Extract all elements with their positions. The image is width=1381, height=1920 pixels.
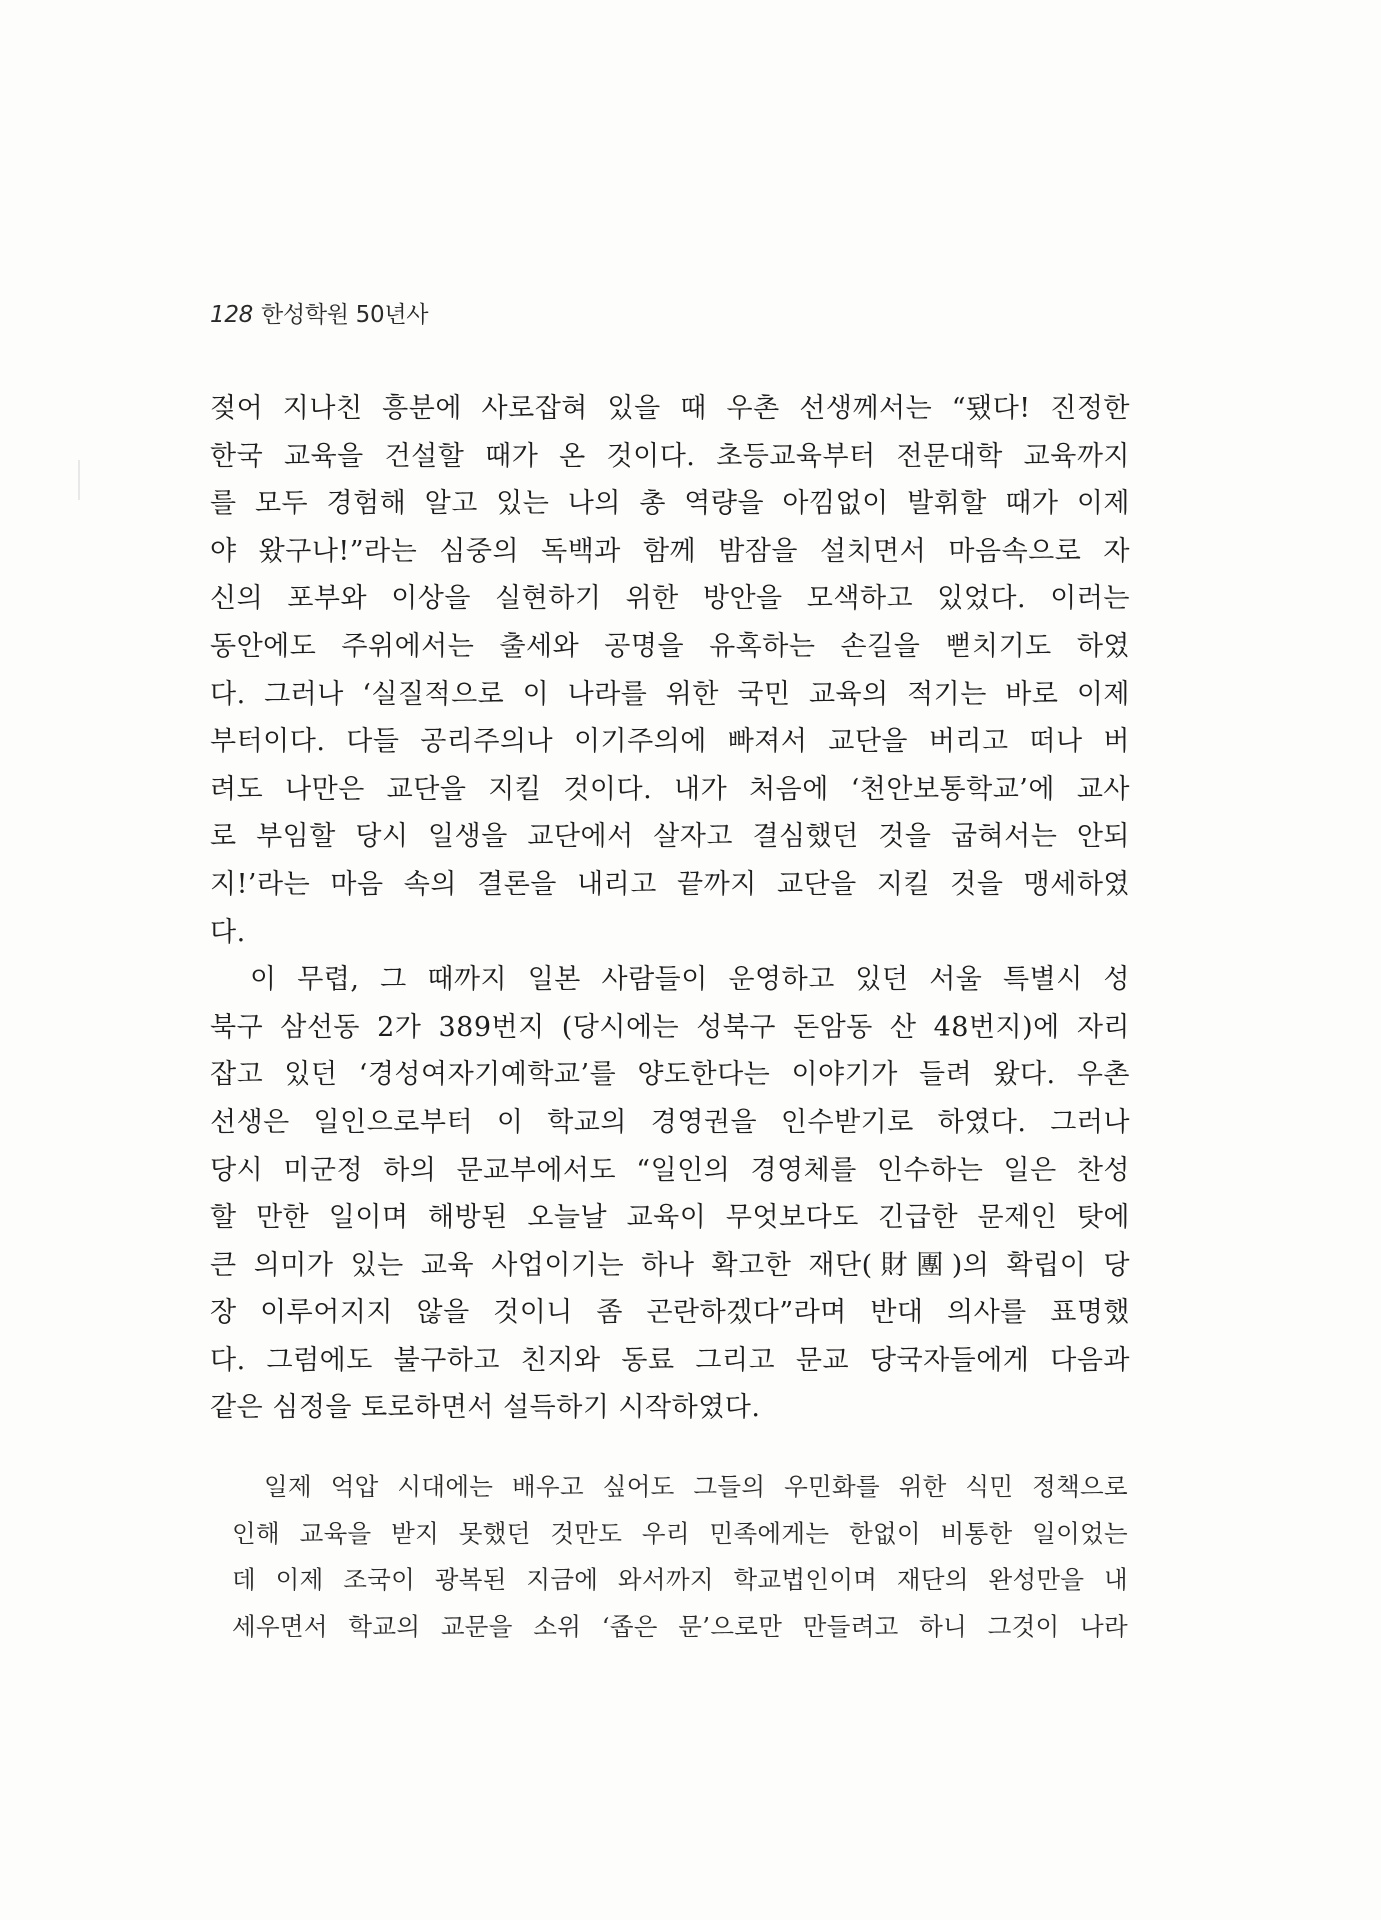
block-quote [232, 1464, 1128, 1651]
text-line: 야 왔구나!”라는 심중의 독백과 함께 밤잠을 설치면서 마음속으로 자 [210, 535, 1130, 567]
text-line: 신의 포부와 이상을 실현하기 위한 방안을 모색하고 있었다. 이러는 [210, 583, 1130, 615]
running-header [210, 296, 428, 329]
body-text [210, 385, 1130, 1432]
text-line: 북구 삼선동 2가 389번지 (당시에는 성북구 돈암동 산 48번지)에 자리 [210, 1011, 1130, 1043]
text-line: 다. 그럼에도 불구하고 친지와 동료 그리고 문교 당국자들에게 다음과 [210, 1344, 1130, 1376]
text-line: 로 부임할 당시 일생을 교단에서 살자고 결심했던 것을 굽혀서는 안되 [210, 821, 1130, 853]
text-line: 선생은 일인으로부터 이 학교의 경영권을 인수받기로 하였다. 그러나 [210, 1106, 1130, 1138]
scan-gutter-mark [78, 460, 80, 500]
text-line: 잡고 있던 ‘경성여자기예학교’를 양도한다는 이야기가 들려 왔다. 우촌 [210, 1059, 1130, 1091]
text-line: 지!’라는 마음 속의 결론을 내리고 끝까지 교단을 지킬 것을 맹세하였 [210, 868, 1130, 900]
text-line: 부터이다. 다들 공리주의나 이기주의에 빠져서 교단을 버리고 떠나 버 [210, 726, 1130, 758]
text-line: 다. [210, 916, 246, 948]
text-line: 동안에도 주위에서는 출세와 공명을 유혹하는 손길을 뻗치기도 하였 [210, 630, 1130, 662]
quote-line: 세우면서 학교의 교문을 소위 ‘좁은 문’으로만 만들려고 하니 그것이 나라 [232, 1612, 1128, 1642]
text-line: 큰 의미가 있는 교육 사업이기는 하나 확고한 재단(財團)의 확립이 당 [210, 1249, 1130, 1281]
text-line: 를 모두 경험해 알고 있는 나의 총 역량을 아낌없이 발휘할 때가 이제 [210, 488, 1130, 520]
text-line: 젖어 지나친 흥분에 사로잡혀 있을 때 우촌 선생께서는 “됐다! 진정한 [210, 393, 1130, 424]
text-line: 장 이루어지지 않을 것이니 좀 곤란하겠다”라며 반대 의사를 표명했 [210, 1297, 1130, 1329]
text-line: 이 무렵, 그 때까지 일본 사람들이 운영하고 있던 서울 특별시 성 [250, 964, 1130, 996]
quote-line: 데 이제 조국이 광복된 지금에 와서까지 학교법인이며 재단의 완성만을 내 [232, 1565, 1128, 1595]
quote-line: 일제 억압 시대에는 배우고 싶어도 그들의 우민화를 위한 식민 정책으로 [264, 1472, 1128, 1501]
book-title: 한성학원 50년사 [261, 302, 429, 328]
text-line: 려도 나만은 교단을 지킬 것이다. 내가 처음에 ‘천안보통학교’에 교사 [210, 773, 1130, 805]
text-line: 당시 미군정 하의 문교부에서도 “일인의 경영체를 인수하는 일은 찬성 [210, 1154, 1130, 1186]
quote-line: 인해 교육을 받지 못했던 것만도 우리 민족에게는 한없이 비통한 일이었는 [232, 1518, 1128, 1548]
text-line: 같은 심정을 토로하면서 설득하기 시작하였다. [210, 1392, 761, 1424]
text-line: 다. 그러나 ‘실질적으로 이 나라를 위한 국민 교육의 적기는 바로 이제 [210, 678, 1130, 710]
text-line: 한국 교육을 건설할 때가 온 것이다. 초등교육부터 전문대학 교육까지 [210, 440, 1130, 472]
page-number: 128 [210, 302, 253, 328]
text-line: 할 만한 일이며 해방된 오늘날 교육이 무엇보다도 긴급한 문제인 탓에 [210, 1202, 1130, 1234]
